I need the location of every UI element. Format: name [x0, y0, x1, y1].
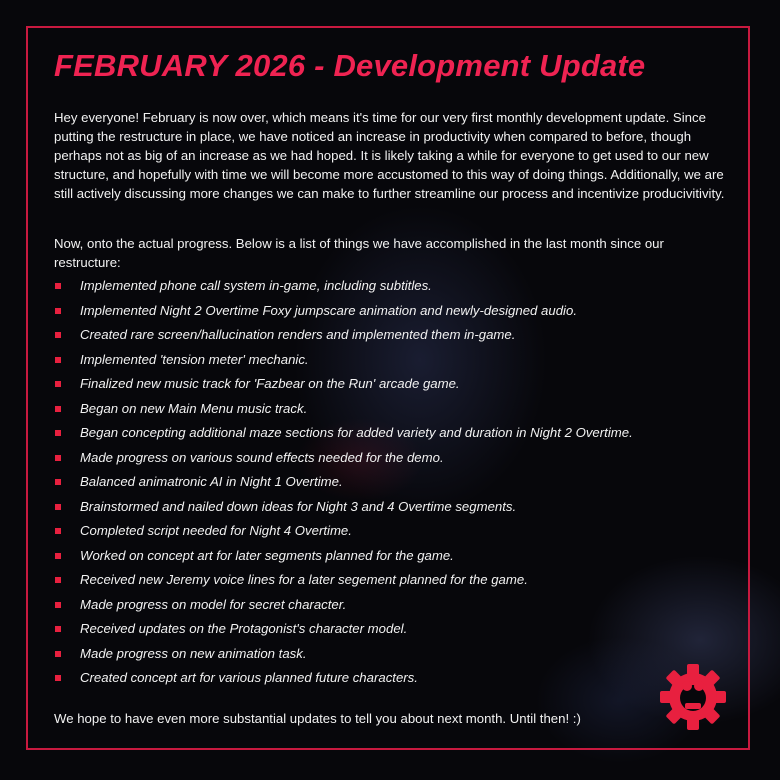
list-item — [54, 668, 744, 693]
list-item-text: Began on new Main Menu music track. — [80, 400, 308, 416]
list-item — [54, 399, 744, 424]
list-item — [54, 570, 744, 595]
square-bullet-icon — [55, 602, 61, 608]
page-title — [54, 48, 744, 84]
square-bullet-icon — [55, 430, 61, 436]
list-item — [54, 497, 744, 522]
closing-paragraph: We hope to have even more substantial updates to tell you about next month. Until then! :) — [54, 711, 581, 726]
progress-list — [54, 276, 744, 693]
title-separator: - — [305, 48, 334, 83]
list-item-text: Received new Jeremy voice lines for a later segement planned for the game. — [80, 572, 528, 587]
list-item — [54, 546, 744, 571]
intro-paragraph: Hey everyone! February is now over, which means it's time for our very first monthly development update. Since putting the restructure in place, we have noticed an increase in productivity when compared to before, though perhaps not as big of an increase as we had hoped. It is likely taking a while for everyone to get used to our new structure, and hopefully with time we will become more accustomed to this way of doing things. Additionally, we are still actively discussing more changes we can make to further streamline our process and incentivize producivitivity. — [54, 110, 725, 201]
gear-logo-icon — [658, 662, 728, 732]
list-item-text: Worked on concept art for later segments planned for the game. — [80, 547, 454, 563]
list-item-text: Made progress on various sound effects needed for the demo. — [80, 449, 444, 465]
list-item-text: Received updates on the Protagonist's character model. — [80, 621, 408, 636]
square-bullet-icon — [55, 675, 61, 681]
square-bullet-icon — [55, 406, 61, 412]
list-item-text: Began concepting additional maze sections for added variety and duration in Night 2 Overtime. — [80, 425, 633, 440]
title-sub: Development Update — [333, 48, 646, 83]
list-item — [54, 374, 744, 399]
list-item — [54, 644, 744, 669]
list-item — [54, 325, 744, 350]
list-item-text: Made progress on new animation task. — [80, 645, 307, 661]
square-bullet-icon — [55, 283, 61, 289]
list-item-text: Created rare screen/hallucination renders and implemented them in-game. — [80, 327, 516, 342]
list-item-text: Brainstormed and nailed down ideas for Night 3 and 4 Overtime segments. — [80, 498, 517, 514]
list-item-text: Implemented Night 2 Overtime Foxy jumpscare animation and newly-designed audio. — [80, 302, 577, 318]
list-item — [54, 276, 744, 301]
list-item — [54, 301, 744, 326]
square-bullet-icon — [55, 504, 61, 510]
square-bullet-icon — [55, 332, 61, 338]
square-bullet-icon — [55, 651, 61, 657]
progress-intro-paragraph: Now, onto the actual progress. Below is a list of things we have accomplished in the last month since our restructure: — [54, 236, 664, 270]
list-item-text: Created concept art for various planned future characters. — [80, 670, 418, 685]
square-bullet-icon — [55, 381, 61, 387]
square-bullet-icon — [55, 528, 61, 534]
square-bullet-icon — [55, 626, 61, 632]
list-item — [54, 595, 744, 620]
list-item-text: Completed script needed for Night 4 Overtime. — [80, 523, 352, 538]
square-bullet-icon — [55, 357, 61, 363]
square-bullet-icon — [55, 308, 61, 314]
square-bullet-icon — [55, 577, 61, 583]
list-item — [54, 521, 744, 546]
square-bullet-icon — [55, 455, 61, 461]
list-item — [54, 423, 744, 448]
list-item — [54, 619, 744, 644]
square-bullet-icon — [55, 553, 61, 559]
square-bullet-icon — [55, 479, 61, 485]
list-item-text: Implemented 'tension meter' mechanic. — [80, 351, 309, 367]
title-main: FEBRUARY 2026 — [54, 48, 306, 83]
list-item — [54, 350, 744, 375]
list-item — [54, 448, 744, 473]
list-item-text: Implemented phone call system in-game, including subtitles. — [80, 278, 432, 293]
list-item — [54, 472, 744, 497]
list-item-text: Finalized new music track for 'Fazbear on the Run' arcade game. — [80, 376, 460, 391]
list-item-text: Balanced animatronic AI in Night 1 Overtime. — [80, 474, 343, 489]
list-item-text: Made progress on model for secret character. — [80, 596, 347, 612]
